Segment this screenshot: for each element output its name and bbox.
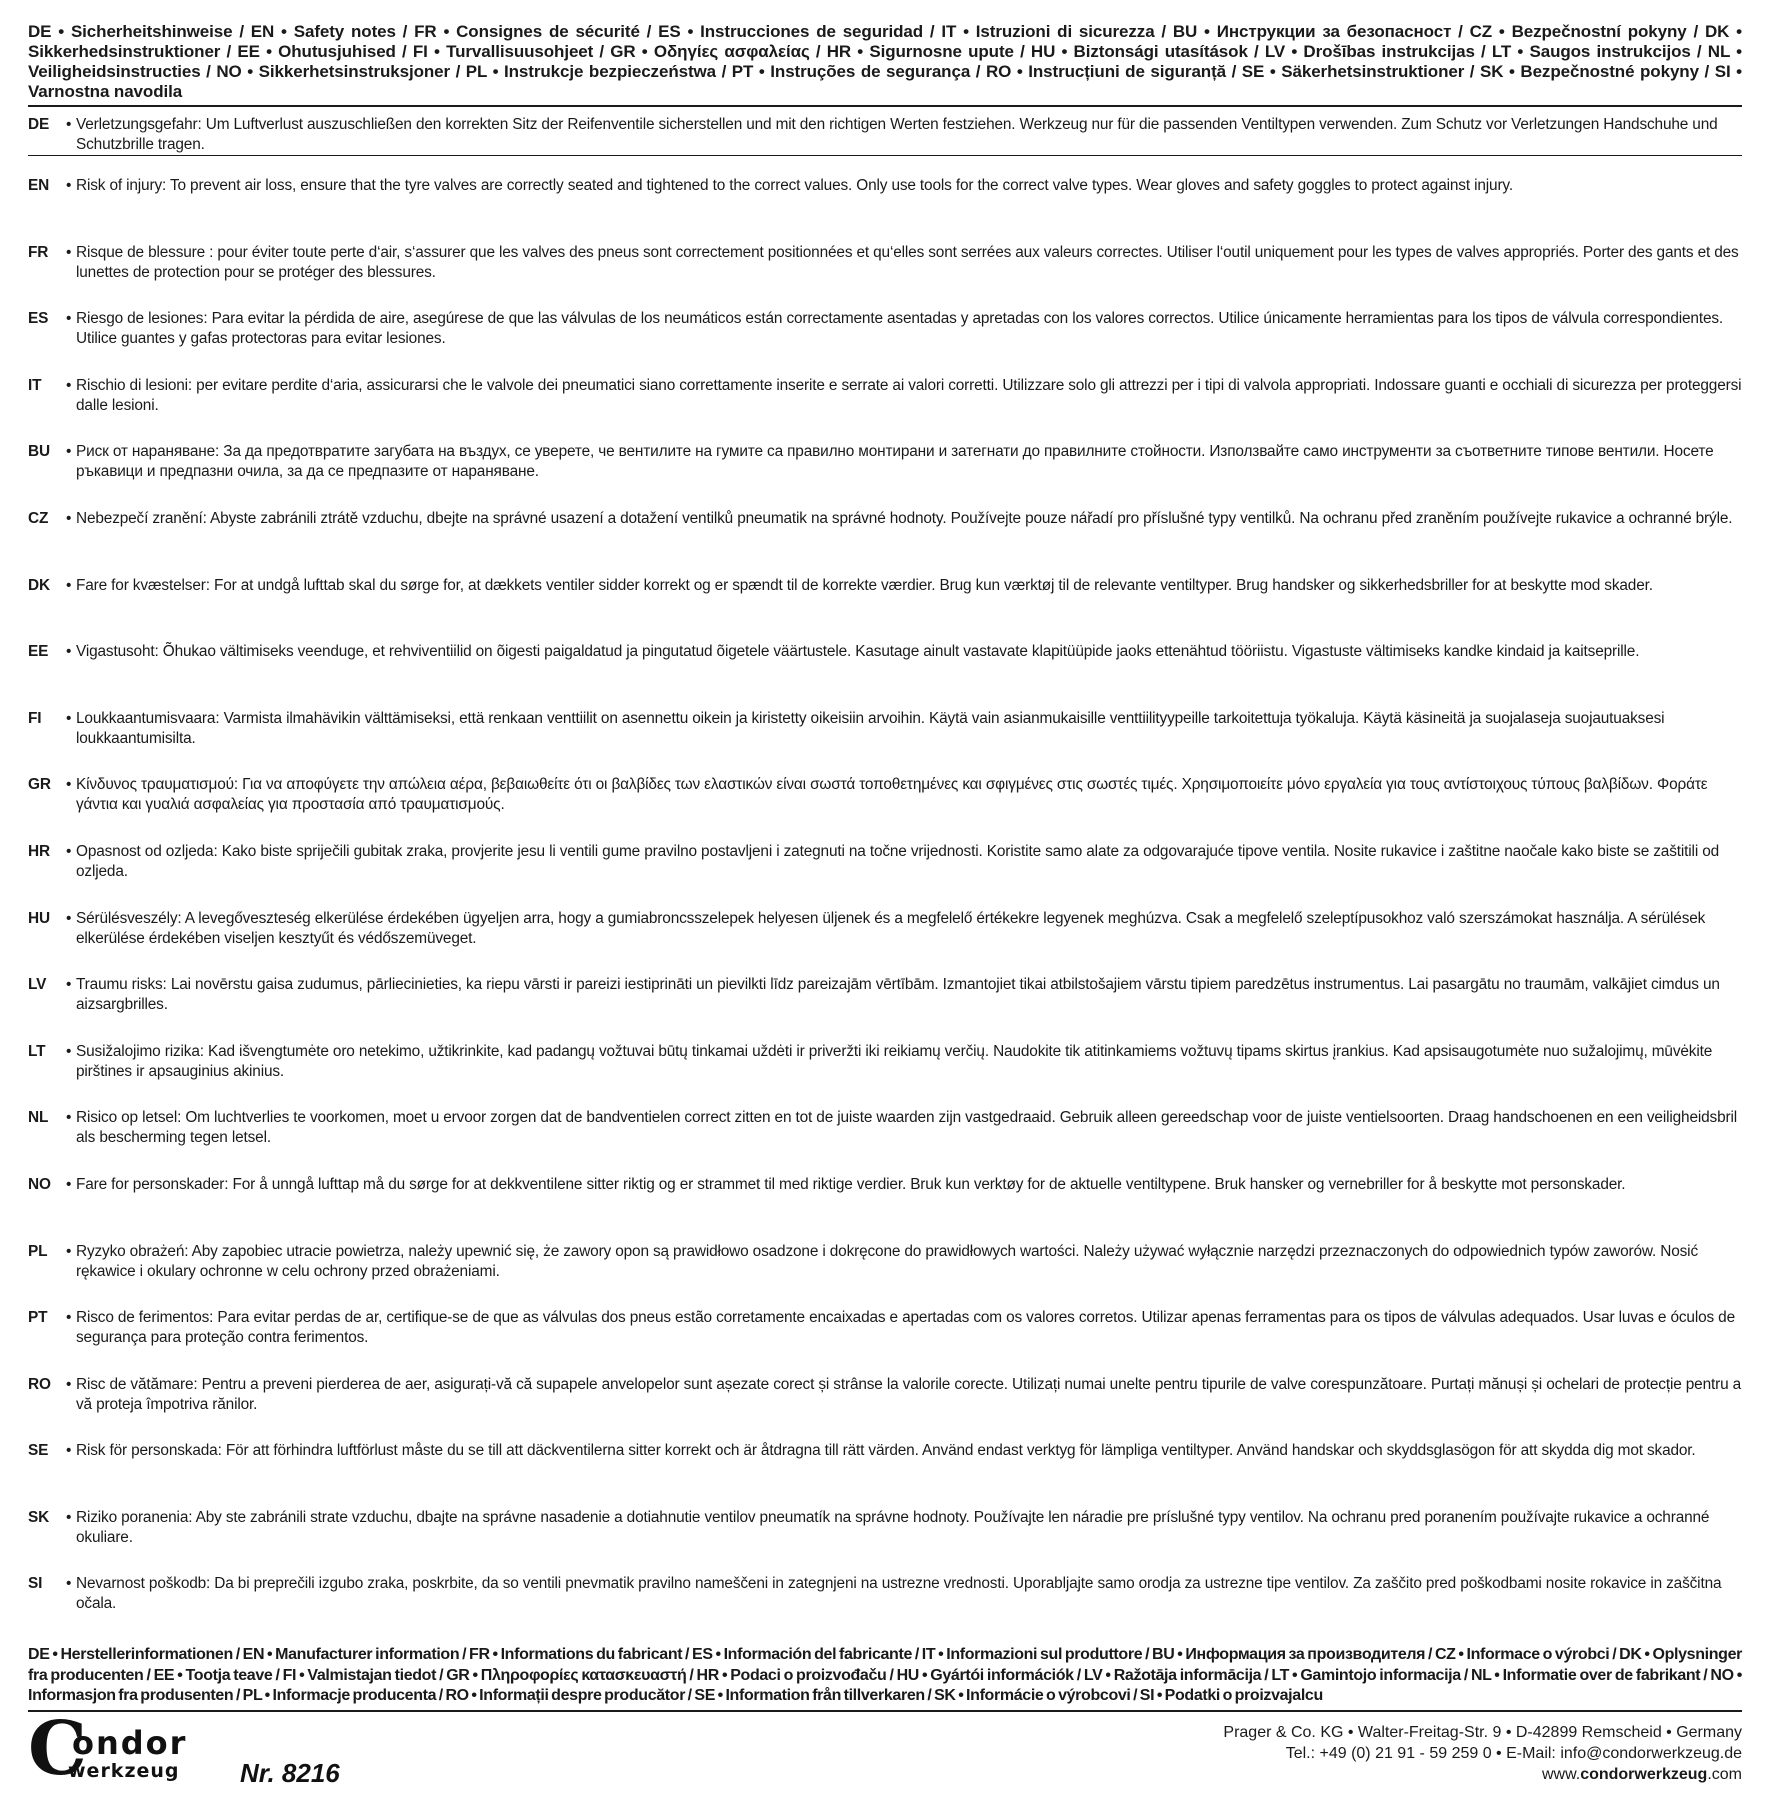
language-code: GR	[28, 776, 51, 794]
bullet-separator: •	[66, 310, 72, 328]
safety-note-text: Sérülésveszély: A levegőveszteség elkerülése érdekében ügyeljen arra, hogy a gumiabroncsszelepek helyesen üljenek és a megfelelő értékekre legyenek meghúzva. Csak a megfelelő szeleptípusokhoz való szerszámokat használja. A sérülések elkerülése érdekében viseljen kesztyűt és védőszemüveget.	[76, 909, 1706, 947]
address-line: Prager & Co. KG • Walter-Freitag-Str. 9 • D-42899 Remscheid • Germany	[1223, 1723, 1742, 1741]
safety-note-text: Susižalojimo rizika: Kad išvengtumėte oro netekimo, užtikrinkite, kad padangų vožtuvai būtų tinkamai uždėti ir priveržti iki reikiamų verčių. Naudokite tik atitinkamiems vožtuvų tipams skirtus įrankius. Kad apsisaugotumėte nuo sužalojimų, mūvėkite pirštines ir apsauginius akinius.	[76, 1042, 1713, 1080]
bullet-separator: •	[66, 177, 72, 194]
language-code: FI	[28, 709, 42, 727]
language-code: NL	[28, 1109, 49, 1127]
bullet-separator: •	[66, 1042, 72, 1060]
language-code: BU	[28, 443, 50, 461]
language-code: FR	[28, 243, 49, 261]
safety-note-text: Verletzungsgefahr: Um Luftverlust auszuschließen den korrekten Sitz der Reifenventile sicherstellen und mit den richtigen Werten festziehen. Werkzeug nur für die passenden Ventiltypen verwenden. Zum Schutz vor Verletzungen Handschuhe und Schutzbrille tragen.	[76, 116, 1718, 153]
safety-note-en	[28, 176, 1742, 243]
logo-wordmark: ondor	[72, 1723, 188, 1762]
language-code: LV	[28, 976, 47, 994]
website-suffix: .com	[1707, 1765, 1742, 1783]
contact-line: Tel.: +49 (0) 21 91 - 59 259 0 • E-Mail: info@condorwerkzeug.de	[1285, 1744, 1742, 1762]
safety-note-text: Risco de ferimentos: Para evitar perdas de ar, certifique-se de que as válvulas dos pneus estão corretamente encaixadas e apertadas com os valores corretos. Utilizar apenas ferramentas para os tipos de válvulas adequados. Usar luvas e óculos de segurança para proteção contra ferimentos.	[76, 1309, 1735, 1347]
safety-note-text: Rischio di lesioni: per evitare perdite d‘aria, assicurarsi che le valvole dei pneumatici siano correttamente inserite e serrate ai valori corretti. Utilizzare solo gli attrezzi per i tipi di valvola appropriati. Indossare guanti e occhiali di sicurezza per proteggersi dalle lesioni.	[76, 376, 1742, 414]
safety-note-ro	[28, 1375, 1742, 1442]
safety-note-text: Fare for personskader: For å unngå lufttap må du sørge for at dekkventilene sitter riktig og er strammet til med riktige verdier. Bruk kun verktøy for de aktuelle ventiltypene. Bruk hansker og vernebriller for å beskytte mot personskader.	[76, 1175, 1626, 1193]
safety-notes-list	[28, 115, 1742, 1641]
safety-note-dk	[28, 576, 1742, 643]
safety-note-text: Opasnost od ozljeda: Kako biste spriječili gubitak zraka, provjerite jesu li ventili gume pravilno postavljeni i zategnuti na točne vrijednosti. Koristite samo alate za odgovarajuće tipove ventila. Nosite rukavice i zaštitne naočale kako biste se zaštitili od ozljeda.	[76, 842, 1720, 880]
language-code: EN	[28, 177, 50, 194]
language-code: CZ	[28, 509, 49, 527]
safety-note-cz	[28, 509, 1742, 576]
safety-note-text: Κίνδυνος τραυματισμού: Για να αποφύγετε την απώλεια αέρα, βεβαιωθείτε ότι οι βαλβίδες των ελαστικών είναι σωστά τοποθετημένες και σφιγμένες στις σωστές τιμές. Χρησιμοποιείτε μόνο εργαλεία για τους αντίστοιχους τύπους βαλβίδων. Φοράτε γάντια και γυαλιά ασφαλείας για προστασία από τραυματισμούς.	[76, 776, 1708, 814]
language-code: LT	[28, 1042, 46, 1060]
bullet-separator: •	[66, 976, 72, 994]
bullet-separator: •	[66, 1575, 72, 1593]
bullet-separator: •	[66, 776, 72, 794]
bullet-separator: •	[66, 1508, 72, 1526]
safety-note-sk	[28, 1508, 1742, 1575]
bullet-separator: •	[66, 1375, 72, 1393]
safety-note-si	[28, 1574, 1742, 1641]
bullet-separator: •	[66, 443, 72, 461]
bullet-separator: •	[66, 116, 72, 133]
safety-note-text: Risk för personskada: För att förhindra luftförlust måste du se till att däckventilerna sitter korrekt och är åtdragna till rätt värden. Använd endast verktyg för lämpliga ventiltyper. Använd handskar och skyddsglasögon för att skydda dig mot skador.	[76, 1442, 1696, 1460]
model-number: Nr. 8216	[240, 1757, 340, 1788]
website-domain: condorwerkzeug	[1580, 1765, 1708, 1783]
language-code: HR	[28, 842, 50, 860]
safety-note-text: Traumu risks: Lai novērstu gaisa zudumus, pārliecinieties, ka riepu vārsti ir pareizi iestiprināti un pievilkti līdz pareizajām vērtībām. Izmantojiet tikai atbilstošajiem vārstu tipiem paredzētus instrumentus. Lai pasargātu no traumām, valkājiet cimdus un aizsargbrilles.	[76, 976, 1720, 1014]
safety-note-text: Risico op letsel: Om luchtverlies te voorkomen, moet u ervoor zorgen dat de bandventielen correct zitten en tot de juiste waarden zijn vastgedraaid. Gebruik alleen gereedschap voor de juiste ventielsoorten. Draag handschoenen en een veiligheidsbril als bescherming tegen letsel.	[76, 1109, 1738, 1147]
safety-note-es	[28, 309, 1742, 376]
bullet-separator: •	[66, 909, 72, 927]
safety-note-lv	[28, 975, 1742, 1042]
language-code: PL	[28, 1242, 48, 1260]
safety-note-it	[28, 376, 1742, 443]
language-code: RO	[28, 1375, 51, 1393]
safety-note-text: Fare for kvæstelser: For at undgå lufttab skal du sørge for, at dækkets ventiler sidder korrekt og er spændt til de korrekte værdier. Brug kun værktøj til de relevante ventiltyper. Brug handsker og sikkerhedsbriller for at beskytte mod skader.	[76, 576, 1653, 594]
language-code: SK	[28, 1508, 50, 1526]
safety-note-pt	[28, 1308, 1742, 1375]
safety-note-fr	[28, 243, 1742, 310]
safety-note-gr	[28, 775, 1742, 842]
logo-subtitle: werkzeug	[68, 1759, 180, 1782]
bullet-separator: •	[66, 1309, 72, 1327]
safety-note-text: Nebezpečí zranění: Abyste zabránili ztrátě vzduchu, dbejte na správné usazení a dotažení ventilků pneumatik na správné hodnoty. Používejte pouze nářadí pro příslušné typy ventilků. Na ochranu před zraněním používejte rukavice a ochranné brýle.	[76, 509, 1733, 527]
language-code: PT	[28, 1309, 48, 1327]
manufacturer-info-header: DE • Herstellerinformationen / EN • Manufacturer information / FR • Informations du fabricant / ES • Información del fabricante / IT • Informazioni sul produttore / BU • Информация за производителя / CZ • Informace o výrobci / DK • Oplysninger fra producenten / EE • Tootja teave / FI • Valmistajan tiedot / GR • Πληροφορίες κατασκευαστή / HR • Podaci o proizvođaču / HU • Gyártói információk / LV • Ražotāja informācija / LT • Gamintojo informacija / NL • Informatie over de fabrikant / NO • Informasjon fra produsenten / PL • Informacje producenta / RO • Informații despre producător / SE • Information från tillverkaren / SK • Informácie o výrobcovi / SI • Podatki o proizvajalcu	[28, 1645, 1742, 1712]
safety-note-text: Nevarnost poškodb: Da bi preprečili izgubo zraka, poskrbite, da so ventili pnevmatik pravilno nameščeni in zategnjeni na ustrezne vrednosti. Uporabljajte samo orodja za ustrezne tipe ventilov. Za zaščito pred poškodbami nosite rokavice in zaščitna očala.	[76, 1575, 1722, 1613]
footer	[28, 1705, 1742, 1806]
safety-note-text: Risque de blessure : pour éviter toute perte d‘air, s‘assurer que les valves des pneus sont correctement positionnées et qu‘elles sont serrées aux valeurs correctes. Utiliser l‘outil uniquement pour les types de valves appropriés. Porter des gants et des lunettes de protection pour se protéger des blessures.	[76, 243, 1739, 281]
safety-note-hu	[28, 909, 1742, 976]
manufacturer-address	[1223, 1722, 1742, 1785]
bullet-separator: •	[66, 509, 72, 527]
safety-note-text: Risc de vătămare: Pentru a preveni pierderea de aer, asigurați-vă că supapele anvelopelor sunt așezate corect și strânse la valorile corecte. Utilizați numai unelte pentru tipurile de valve corespunzătoare. Purtați mănuși și ochelari de protecție pentru a vă proteja împotriva rănilor.	[76, 1375, 1742, 1413]
safety-note-nl	[28, 1108, 1742, 1175]
language-code: NO	[28, 1175, 51, 1193]
condor-werkzeug-logo	[28, 1705, 228, 1792]
bullet-separator: •	[66, 376, 72, 394]
bullet-separator: •	[66, 243, 72, 261]
bullet-separator: •	[66, 1175, 72, 1193]
bullet-separator: •	[66, 1442, 72, 1460]
safety-note-text: Ryzyko obrażeń: Aby zapobiec utracie powietrza, należy upewnić się, że zawory opon są prawidłowo osadzone i dokręcone do prawidłowych wartości. Należy używać wyłącznie narzędzi przeznaczonych do odpowiednich typów zaworów. Nosić rękawice i okulary ochronne w celu ochrony przed obrażeniami.	[76, 1242, 1698, 1280]
bullet-separator: •	[66, 643, 72, 661]
language-code: HU	[28, 909, 50, 927]
bullet-separator: •	[66, 1109, 72, 1127]
safety-note-de	[28, 115, 1742, 156]
website-prefix: www.	[1541, 1765, 1581, 1783]
language-code: ES	[28, 310, 49, 328]
website	[1223, 1764, 1742, 1785]
bullet-separator: •	[66, 576, 72, 594]
language-code: DK	[28, 576, 50, 594]
safety-sheet	[28, 22, 1742, 1792]
logo-letter-c: C	[28, 1705, 87, 1792]
bullet-separator: •	[66, 709, 72, 727]
bullet-separator: •	[66, 1242, 72, 1260]
safety-note-text: Риск от нараняване: За да предотвратите загубата на въздух, се уверете, че вентилите на гумите са правилно монтирани и затегнати до правилните стойности. Използвайте само инструменти за съответните типове вентили. Носете ръкавици и предпазни очила, за да се предпазите от нараняване.	[76, 443, 1714, 481]
safety-note-bu	[28, 442, 1742, 509]
safety-note-fi	[28, 709, 1742, 776]
safety-note-ee	[28, 642, 1742, 709]
safety-note-text: Riesgo de lesiones: Para evitar la pérdida de aire, asegúrese de que las válvulas de los neumáticos están correctamente asentadas y apretadas con los valores correctos. Utilice únicamente herramientas para los tipos de válvula correspondientes. Utilice guantes y gafas protectoras para evitar lesiones.	[76, 310, 1724, 348]
bullet-separator: •	[66, 842, 72, 860]
safety-note-pl	[28, 1242, 1742, 1309]
safety-note-text: Vigastusoht: Õhukao vältimiseks veenduge, et rehviventiilid on õigesti paigaldatud ja pingutatud õigetele väärtustele. Kasutage ainult vastavate klapitüüpide jaoks ettenähtud tööriistu. Vigastuste vältimiseks kandke kindaid ja kaitseprille.	[76, 643, 1640, 661]
safety-note-hr	[28, 842, 1742, 909]
safety-note-lt	[28, 1042, 1742, 1109]
safety-note-text: Loukkaantumisvaara: Varmista ilmahävikin välttämiseksi, että renkaan venttiilit on asennettu oikein ja kiristetty oikeisiin arvoihin. Käytä vain asianmukaisille venttiilityypeille tarkoitettuja työkaluja. Käytä käsineitä ja suojalaseja suojautuaksesi loukkaantumisilta.	[76, 709, 1665, 747]
language-code: DE	[28, 116, 50, 133]
safety-notes-header: DE • Sicherheitshinweise / EN • Safety notes / FR • Consignes de sécurité / ES • Instrucciones de seguridad / IT • Istruzioni di sicurezza / BU • Инструкции за безопасност / CZ • Bezpečnostní pokyny / DK • Sikkerhedsinstruktioner / EE • Ohutusjuhised / FI • Turvallisuusohjeet / GR • Οδηγίες ασφαλείας / HR • Sigurnosne upute / HU • Biztonsági utasítások / LV • Drošības instrukcijas / LT • Saugos instrukcijos / NL • Veiligheidsinstructies / NO • Sikkerhetsinstruksjoner / PL • Instrukcje bezpieczeństwa / PT • Instruções de segurança / RO • Instrucțiuni de siguranță / SE • Säkerhetsinstruktioner / SK • Bezpečnostné pokyny / SI • Varnostna navodila	[28, 22, 1742, 107]
safety-note-text: Riziko poranenia: Aby ste zabránili strate vzduchu, dbajte na správne nasadenie a dotiahnutie ventilov pneumatík na správne hodnoty. Používajte len náradie pre príslušné typy ventilov. Na ochranu pred poranením používajte rukavice a ochranné okuliare.	[76, 1508, 1710, 1546]
language-code: IT	[28, 376, 42, 394]
safety-note-text: Risk of injury: To prevent air loss, ensure that the tyre valves are correctly seated and tightened to the correct values. Only use tools for the correct valve types. Wear gloves and safety goggles to protect against injury.	[76, 177, 1513, 194]
safety-note-no	[28, 1175, 1742, 1242]
language-code: SI	[28, 1575, 43, 1593]
safety-note-se	[28, 1441, 1742, 1508]
language-code: SE	[28, 1442, 49, 1460]
language-code: EE	[28, 643, 49, 661]
